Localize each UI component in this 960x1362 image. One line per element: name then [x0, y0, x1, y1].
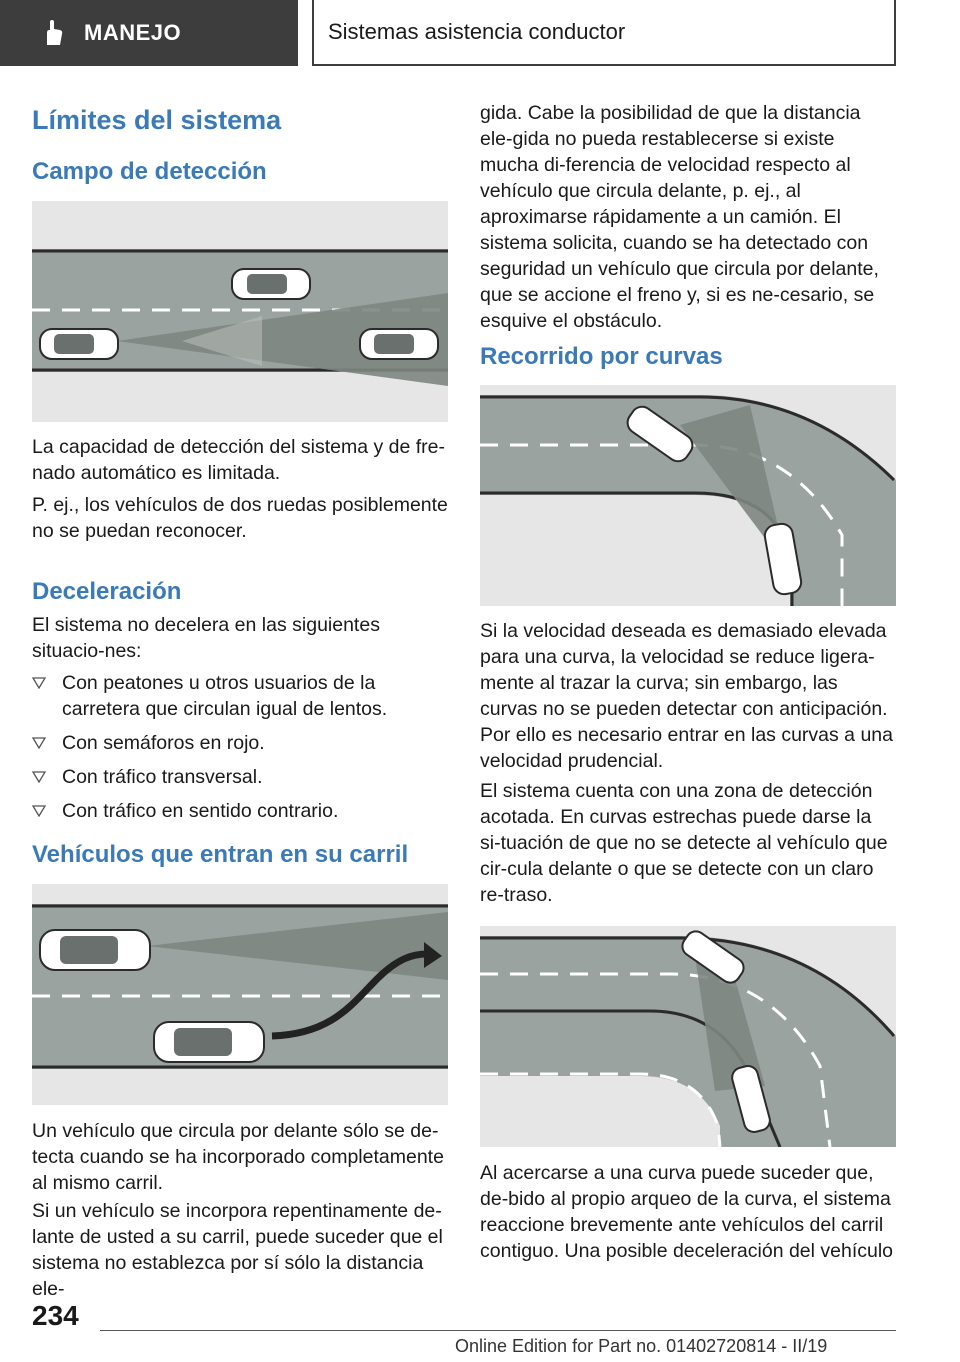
list-item: Con tráfico transversal. — [32, 764, 448, 790]
detection-paragraph-2: P. ej., los vehículos de dos ruedas posiblemente no se puedan reconocer. — [32, 494, 448, 542]
deceleration-list — [32, 670, 448, 824]
deceleration-intro: El sistema no decelera en las siguientes situacio-nes: — [32, 614, 380, 662]
curve-figure-1 — [480, 385, 896, 606]
page-number: 234 — [32, 1300, 79, 1331]
chapter-tab — [312, 0, 896, 66]
merge-paragraph-1: Un vehículo que circula por delante sólo se de-tecta cuando se ha incorporado completamente al mismo carril. — [32, 1120, 444, 1194]
list-item: Con peatones u otros usuarios de la carretera que circulan igual de lentos. — [32, 670, 448, 722]
page-header — [0, 0, 960, 66]
merge-heading: Vehículos que entran en su carril — [32, 841, 409, 868]
bullet-triangle-icon — [32, 677, 46, 689]
section-title: Límites del sistema — [32, 105, 282, 135]
section-tab — [0, 0, 298, 66]
curves-paragraph-1: Si la velocidad deseada es demasiado elevada para una curva, la velocidad se reduce ligera-mente al trazar la curva; sin embargo, las curvas no se pueden detectar con anticipación. Por ello es necesario entrar en las curvas a una velocidad prudencial. — [480, 620, 893, 772]
edition-label: Online Edition for Part no. 01402720814 - II/19 — [455, 1336, 828, 1356]
curves-paragraph-2: El sistema cuenta con una zona de detección acotada. En curvas estrechas puede darse la si-tuación de que no se detecte al vehículo que cir-cula delante o que se detecte con un claro re-traso. — [480, 780, 888, 906]
chapter-label: Sistemas asistencia conductor — [328, 19, 626, 44]
merge-paragraph-2: Si un vehículo se incorpora repentinamente de-lante de usted a su carril, puede suceder que el sistema no establezca por sí sólo la distancia ele- — [32, 1200, 443, 1300]
car-icon — [360, 329, 438, 359]
footer-divider — [100, 1330, 896, 1331]
deceleration-heading: Deceleración — [32, 578, 182, 605]
detection-figure — [32, 201, 448, 422]
continued-paragraph: gida. Cabe la posibilidad de que la distancia ele-gida no pueda restablecerse si existe mucha di-ferencia de velocidad respecto al vehículo que circula delante, p. ej., al aproximarse rápidamente a un camión. El sistema solicita, cuando se ha detectado con seguridad un vehículo que circula por delante, que se accione el freno y, si es ne-cesario, se esquive el obstáculo. — [480, 102, 879, 332]
list-item: Con semáforos en rojo. — [32, 730, 448, 756]
car-icon — [232, 269, 310, 299]
curve-figure-2 — [480, 926, 896, 1147]
bullet-triangle-icon — [32, 771, 46, 783]
curves-heading: Recorrido por curvas — [480, 343, 723, 370]
list-item: Con tráfico en sentido contrario. — [32, 798, 448, 824]
car-icon — [40, 930, 150, 970]
merge-figure — [32, 884, 448, 1105]
section-label: MANEJO — [84, 20, 182, 45]
bullet-triangle-icon — [32, 805, 46, 817]
detection-paragraph-1: La capacidad de detección del sistema y de fre-nado automático es limitada. — [32, 436, 445, 484]
steering-hand-icon — [38, 18, 68, 48]
detection-heading: Campo de detección — [32, 158, 267, 185]
bullet-triangle-icon — [32, 737, 46, 749]
car-icon — [154, 1022, 264, 1062]
curves-paragraph-3: Al acercarse a una curva puede suceder que, de-bido al propio arqueo de la curva, el sistema reaccione brevemente ante vehículos del carril contiguo. Una posible deceleración del vehículo — [480, 1162, 894, 1262]
car-icon — [40, 329, 118, 359]
